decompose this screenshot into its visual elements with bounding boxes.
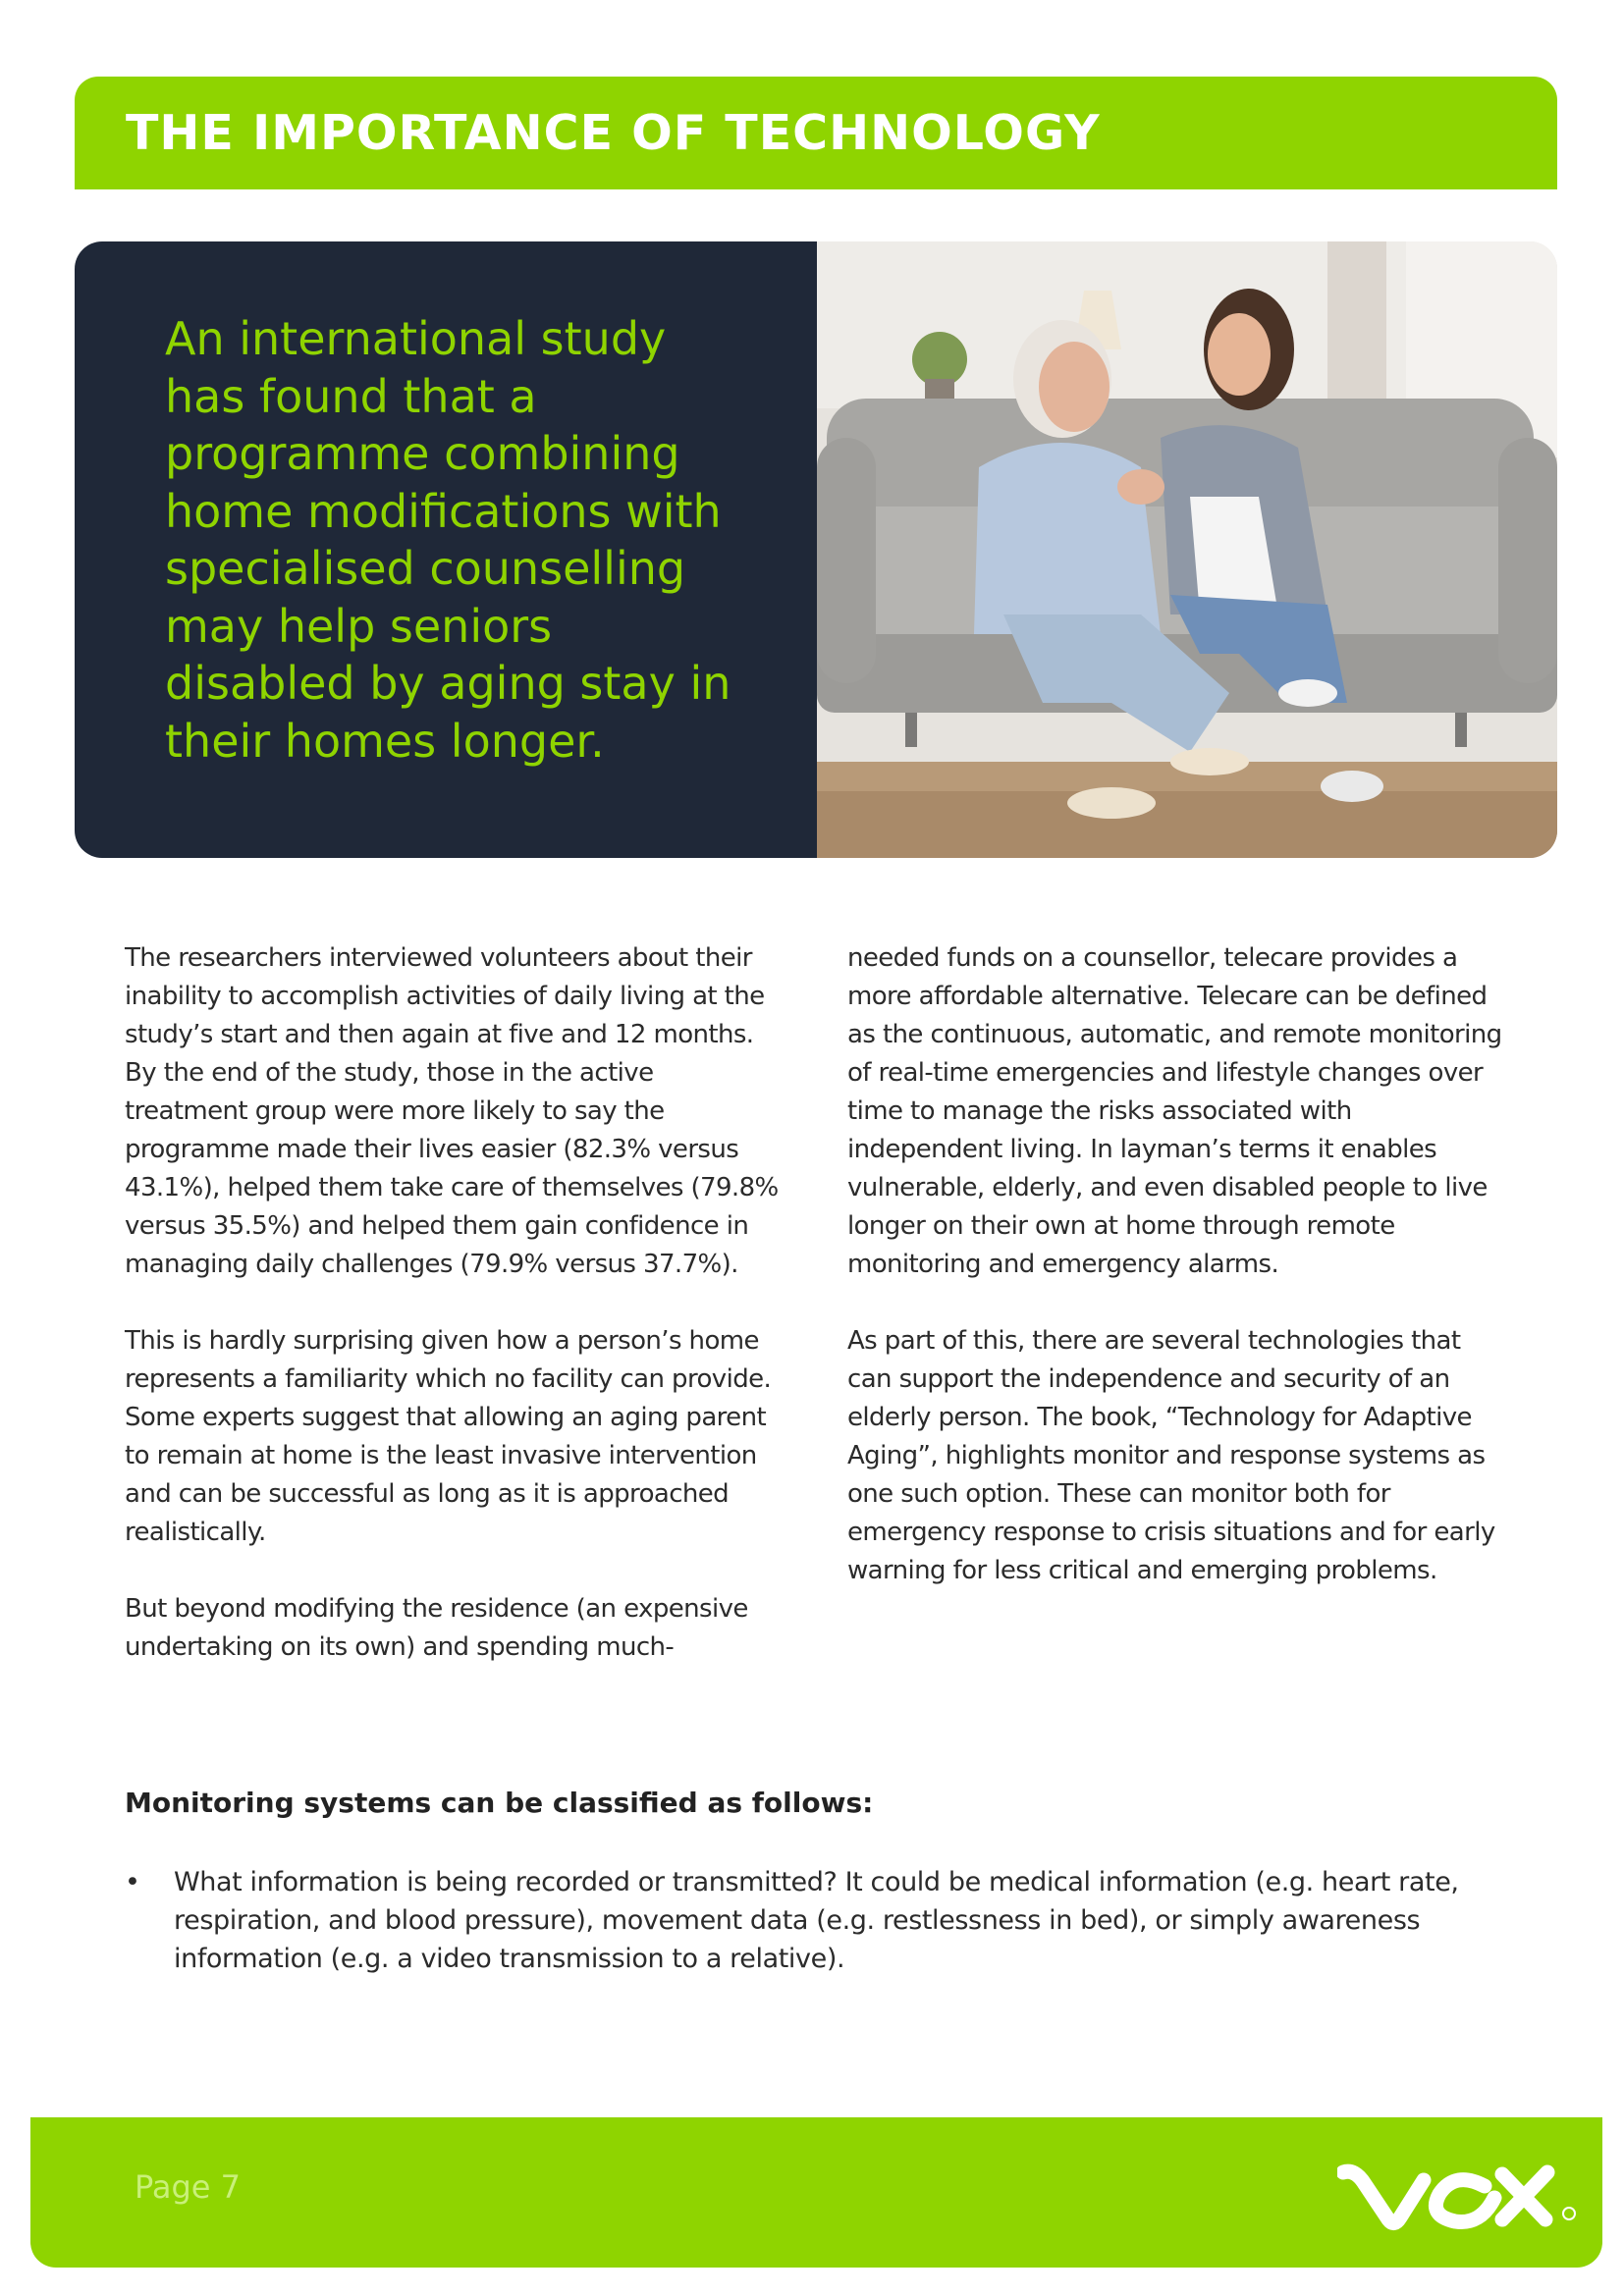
bullet-icon: •	[125, 1867, 140, 1897]
body-paragraph: But beyond modifying the residence (an expensive undertaking on its own) and spending much-	[125, 1594, 748, 1662]
section-header-bar	[75, 77, 1557, 189]
body-paragraph: This is hardly surprising given how a person’s home represents a familiarity which no facility can provide. Some experts suggest that allowing an aging parent to remain at home is the least invasive intervention and can be successful as long as it is approached realistically.	[125, 1326, 772, 1547]
footer-bar	[30, 2117, 1602, 2268]
list-item	[125, 1863, 1499, 1978]
pull-quote-box	[75, 241, 817, 858]
photo-illustration	[817, 241, 1557, 858]
hero-photo	[817, 241, 1557, 858]
body-paragraph: The researchers interviewed volunteers about their inability to accomplish activities of daily living at the study’s start and then again at five and 12 months. By the end of the study, those in the active treatment group were more likely to say the programme made their lives easier (82.3% versus 43.1%), helped them take care of themselves (79.8% versus 35.5%) and helped them gain confidence in managing daily challenges (79.9% versus 37.7%).	[125, 943, 779, 1279]
section-title: THE IMPORTANCE OF TECHNOLOGY	[126, 105, 1101, 161]
vox-logo	[1337, 2155, 1593, 2233]
right-column	[847, 939, 1505, 1629]
list-item-text: What information is being recorded or transmitted? It could be medical information (e.g. heart rate, respiration, and blood pressure), movement data (e.g. restlessness in bed), or simply awareness information (e.g. a video transmission to a relative).	[174, 1867, 1459, 1974]
pull-quote: An international study has found that a programme combining home modifications with specialised counselling may help seniors disabled by aging stay in their homes longer.	[165, 312, 731, 768]
left-column	[125, 939, 783, 1705]
body-paragraph: As part of this, there are several technologies that can support the independence and security of an elderly person. The book, “Technology for Adaptive Aging”, highlights monitor and response systems as one such option. These can monitor both for emergency response to crisis situations and for early warning for less critical and emerging problems.	[847, 1326, 1495, 1585]
monitoring-heading: Monitoring systems can be classified as follows:	[125, 1787, 874, 1819]
monitoring-list	[125, 1863, 1499, 1978]
body-paragraph: needed funds on a counsellor, telecare provides a more affordable alternative. Telecare can be defined as the continuous, automatic, and remote monitoring of real-time emergencies and lifestyle changes over time to manage the risks associated with independent living. In layman’s terms it enables vulnerable, elderly, and even disabled people to live longer on their own at home through remote monitoring and emergency alarms.	[847, 943, 1502, 1279]
page-number: Page 7	[135, 2168, 241, 2206]
hero-panel	[75, 241, 1557, 858]
